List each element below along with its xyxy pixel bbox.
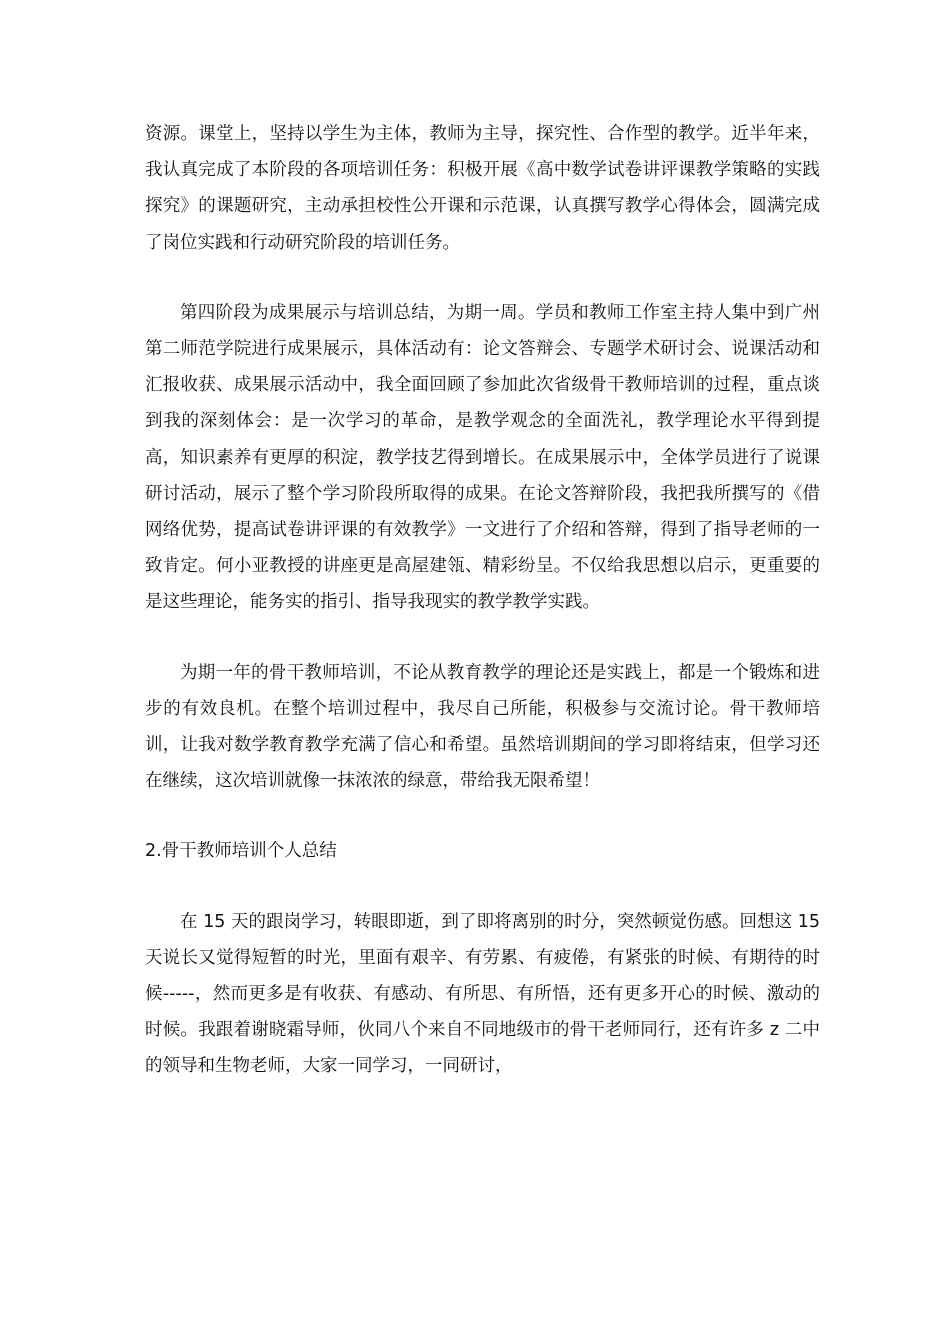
section-heading: 2.骨干教师培训个人总结 (145, 841, 337, 862)
paragraph-conclusion: 为期一年的骨干教师培训，不论从教育教学的理论还是实践上，都是一个锻炼和进步的有效良机。在整个培训过程中，我尽自己所能，积极参与交流讨论。骨干教师培训，让我对数学教育教学充满了信心和希望。虽然培训期间的学习即将结束，但学习还在继续，这次培训就像一抹浓浓的绿意，带给我无限希望！ (145, 662, 820, 792)
document-body (145, 116, 820, 1085)
paragraph-section-two: 在 15 天的跟岗学习，转眼即逝，到了即将离别的时分，突然顿觉伤感。回想这 15 天说长又觉得短暂的时光，里面有艰辛、有劳累、有疲倦，有紧张的时候、有期待的时候-----，然而更多是有收获、有感动、有所思、有所悟，还有更多开心的时候、激动的时候。我跟着谢晓霜导师，伙同八个来自不同地级市的骨干老师同行，还有许多 z 二中的领导和生物老师，大家一同学习，一同研讨， (145, 911, 820, 1077)
paragraph-continued: 资源。课堂上，坚持以学生为主体，教师为主导，探究性、合作型的教学。近半年来，我认真完成了本阶段的各项培训任务：积极开展《高中数学试卷讲评课教学策略的实践探究》的课题研究，主动承担校性公开课和示范课，认真撰写教学心得体会，圆满完成了岗位实践和行动研究阶段的培训任务。 (145, 124, 820, 253)
paragraph-stage-four: 第四阶段为成果展示与培训总结，为期一周。学员和教师工作室主持人集中到广州第二师范学院进行成果展示，具体活动有：论文答辩会、专题学术研讨会、说课活动和汇报收获、成果展示活动中，我全面回顾了参加此次省级骨干教师培训的过程，重点谈到我的深刻体会：是一次学习的革命，是教学观念的全面洗礼，教学理论水平得到提高，知识素养有更厚的积淀，教学技艺得到增长。在成果展示中，全体学员进行了说课研讨活动，展示了整个学习阶段所取得的成果。在论文答辩阶段，我把我所撰写的《借网络优势，提高试卷讲评课的有效教学》一文进行了介绍和答辩，得到了指导老师的一致肯定。何小亚教授的讲座更是高屋建瓴、精彩纷呈。不仅给我思想以启示，更重要的是这些理论，能务实的指引、指导我现实的教学教学实践。 (145, 302, 820, 613)
